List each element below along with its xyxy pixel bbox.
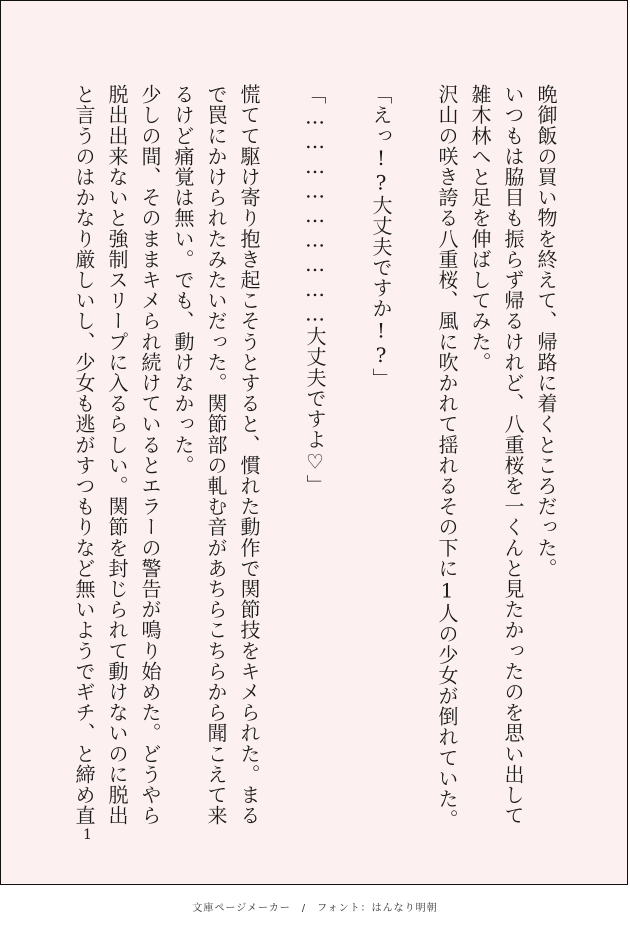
text-column xyxy=(336,84,360,804)
footer-credit: 文庫ページメーカー / フォント：はんなり明朝 xyxy=(192,903,438,914)
text-column: 晩御飯の買い物を終えて、帰路に着くところだった。 xyxy=(534,84,558,579)
text-column: 脱出出来ないと強制スリープに入るらしい。関節を封じられて動けないのに脱出 xyxy=(105,84,129,826)
text-column: と言うのはかなり厳しいし、少女も逃がすつもりなど無いようでギチ、と締め直 xyxy=(72,84,96,826)
page-number: 1 xyxy=(83,827,92,843)
text-column: 慌てて駆け寄り抱き起こそうとすると、慣れた動作で関節技をキメられた。まる xyxy=(237,84,261,826)
text-column xyxy=(270,84,294,804)
text-column xyxy=(402,84,426,804)
text-column: いつもは脇目も振らず帰るけれど、八重桜を一くんと見たかったのを思い出して xyxy=(501,84,525,826)
text-column: で罠にかけられたみたいだった。関節部の軋む音があちらこちらから聞こえて来 xyxy=(204,84,228,826)
text-column: るけど痛覚は無い。でも、動けなかった。 xyxy=(171,84,195,476)
text-column: 「えっ!?大丈夫ですか!?」 xyxy=(369,84,393,389)
text-column: 少しの間、そのままキメられ続けているとエラーの警告が鳴り始めた。どうやら xyxy=(138,84,162,826)
text-column: 「………………………大丈夫ですよ♡」 xyxy=(303,84,327,495)
text-column: 沢山の咲き誇る八重桜、風に吹かれて揺れるその下に1人の少女が倒れていた。 xyxy=(435,84,459,830)
text-column: 雑木林へと足を伸ばしてみた。 xyxy=(468,84,492,373)
